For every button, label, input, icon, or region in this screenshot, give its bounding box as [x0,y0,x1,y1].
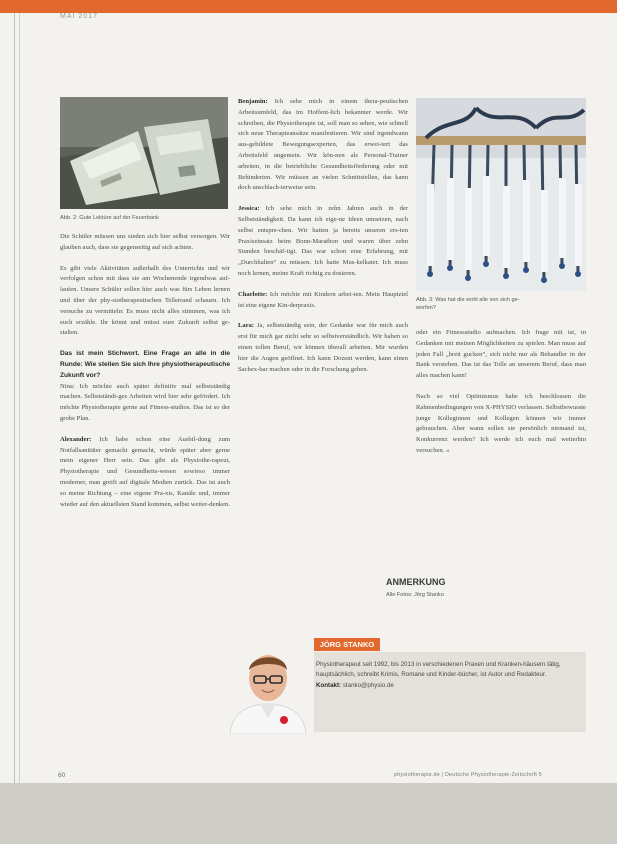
author-portrait [222,640,314,734]
col1-answer-nina: Nina: Ich möchte auch später definitiv mal selbstständig machen. Selbstständi-ges Arbeiten wird hier sehr gefördert. Ich möchte Physiotherapie gerne auf Fitness-studios. Das ist so der grobe Plan. [60,382,230,422]
orange-header-bar [0,0,617,13]
page-spine-line-2 [19,13,20,783]
caption-fig3: Abb. 3: Was hat die wohl alle von sich ge- worfen? [416,297,520,311]
col1-answer-alexander [60,435,230,511]
col3-paragraph-1: oder ein Fitnessstudio aufmachen. Ich frage mit ist, in Gedanken mit meinen Möglichkeiten zu spielen. Man muss auf jeden Fall „breit gucken“, sich nicht nur als Behandler in der Bank verstehen. Das ist das Tolle an unserem Beruf, dass man alles machen kann! [416,329,586,380]
benjamin-text: Ich sehe mich in einem thera-peutischen Arbeitsumfeld, das im Hoffent-lich bekannter werde. Wir schreiben, die Physiotherapie ist, soll man so sehen, wie schnell sich neue Therapieansätze manifestieren. Wir sind irgendwann aus-gebildete Bewegungsexperten, das erwei-tert das Arbeitsfeld ungemein. Wir kön-nen als Personal-Trainer arbeiten, in die betriebliche Gesundheitsförderung oder mit Behinderten. Wir müssen an vielen Schnittstellen, das kann doch unschlach-terweise sein. [238,98,408,192]
charlotte-text: Ich möchte mit Kindern arbei-ten. Mein Hauptziel ist eine eigene Kin-derpraxis. [238,290,409,309]
annotation-title: ANMERKUNG [386,577,446,587]
issue-date: MAI 2017 [60,13,98,20]
interview-question: Das ist mein Stichwort. Eine Frage an alle in die Runde: Wie stellen Sie sich Ihre physiotherapeutische Zukunft vor? [60,350,230,379]
caption-fig2: Abb. 2: Gute Lektüre auf der Feuerbank [60,215,159,221]
rods-illustration [416,98,586,291]
col2-answer-charlotte [238,290,408,312]
col3-paragraph-2: Nach so viel Optimismus habe ich beschlossen die Rahmenbedingungen von X-PHYSIO verlassen. Selbstbewusste junge Kolleginnen und Kollegen können wir immer gebrauchen. Aber wann sollen sie persönlich niemand ist, Konkurrenz werden? Ich werde ich euch mal weiterhin versuchen. « [416,392,586,454]
col1-paragraph-1: Die Schüler müssen uns sieden sich hier selbst versorgen. Wir glauben auch, dass sie gegenseitig auf sich achten. [60,233,230,251]
speaker-charlotte: Charlotte: [238,290,268,298]
photo-hanging-rods [416,98,586,291]
alexander-text: Ich habe schon eine Ausbil-dung zum Notfallsanitäter gemacht gemacht, würde später aber gerne mein eigener Herr sein. Das gibt als Physiothe-rapeut, Physiotherapie und Gesundheits-wesen sowieso immer moderner, man greift auf digitale Medien zurück. Das ist auch so meine Richtung – eine eigene Pra-xis, Kanäle und, immer wieder auf den aktuellsten Stand kommen, selbst weiter-denken. [60,435,230,508]
author-bio-description: Physiotherapeut seit 1992, bis 2013 in verschiedenen Praxen und Kranken-häusern tätig, hauptsächlich, schreibt Krimis, Romane und Kinder-bücher, ist Autor und Redakteur. [316,661,561,679]
author-contact-line [316,681,584,691]
author-contact-email[interactable]: stanko@physio.de [342,681,394,689]
page-number: 60 [58,772,66,779]
annotation-body: Alle Fotos: Jörg Stanko [386,592,444,598]
speaker-alexander: Alexander: [60,435,92,443]
author-contact-label: Kontakt: [316,681,342,689]
col1-paragraph-2: Es gibt viele Aktivitäten außerhalb des Unterrichts und wir verfolgen schon mit dass sie am Wochenende irgendwas auf-laufen. Unsere Schüler sollen hier auch was fürs Leben lernen und über der phy-siotherapeutischen Tellerrand schauen. Ich versuche zu vermitteln: Es muss nicht alles stimmen, was ich euch erzähle. Ihr könnt und müsst eure Zukunft selbst ge-stalten. [60,264,230,337]
speaker-jessica: Jessica: [238,205,260,213]
books-illustration [60,97,228,209]
column-1 [60,232,230,520]
portrait-illustration [222,640,314,734]
speaker-benjamin: Benjamin: [238,98,268,105]
author-name-tag: JÖRG STANKO [314,638,380,651]
column-2 [238,97,408,385]
lara-text: Ja, selbstständig sein, der Gedanke war für mich auch erst für mich gar nicht sehr so selbstverständlich. Wir haben so einen tollen Beruf, wir können überall arbeiten. Mir wurden hier die Augen geöffnet. Ich kann Dozent werden, kann einen Sachex-bar machen oder in die Forschung gehen. [238,322,408,373]
col2-answer-benjamin [238,97,408,194]
speaker-lara: Lara: [238,322,255,330]
magazine-footer: physiotherapie.de | Deutsche Physiotherapie-Zeitschrift 5 [394,772,542,778]
jessica-text: Ich sehe mich in zehn Jahren auch in der Selbstständigkeit. Da kann ich eige-ne Ideen umsetzen, nach selbst entspre-chen. Wir hatten ja bereits unseren ers-ten Praxiseinsatz beim Bonn-Marathon und waren über zehn Stunden beschäf-tigt. Das war schon eine Erfahrung, mit „Durchhalten“ zu müssen. Ich hatte Mus-kelkater. Ich muss noch lernen, meine Kraft richtig zu dosieren. [238,205,408,277]
col2-answer-lara [238,321,408,375]
page-bottom-margin [0,783,617,844]
author-bio-text [316,660,584,691]
column-3 [416,328,586,467]
page-spine-line [14,13,15,783]
photo-books-on-bench [60,97,228,209]
col2-answer-jessica [238,204,408,280]
